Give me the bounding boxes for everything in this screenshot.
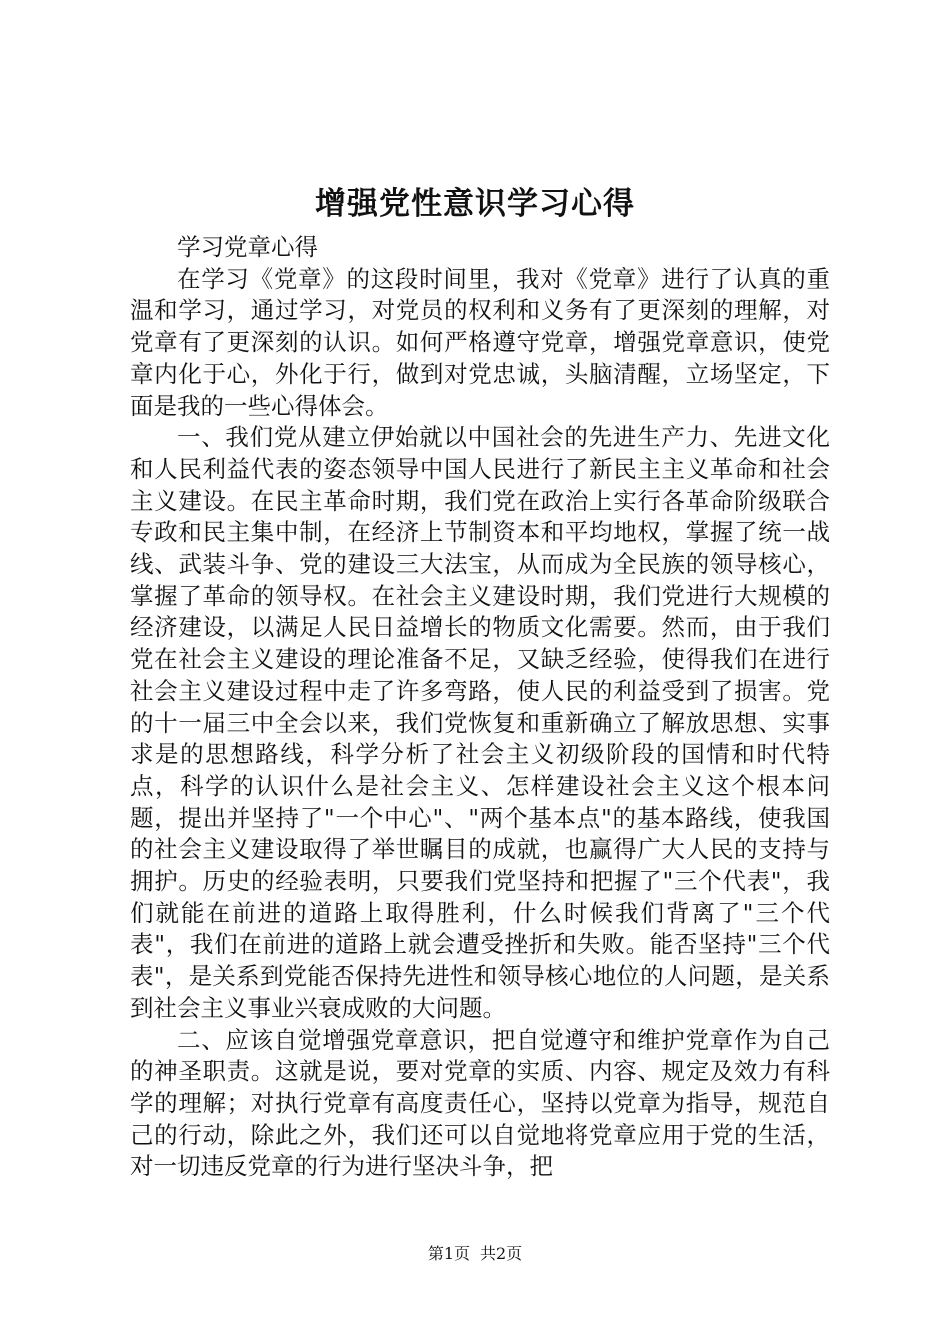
paragraph-section-one: 一、我们党从建立伊始就以中国社会的先进生产力、先进文化和人民利益代表的姿态领导中国人民进行了新民主主义革命和社会主义建设。在民主革命时期，我们党在政治上实行各革命阶级联合专政和民主集中制，在经济上节制资本和平均地权，掌握了统一战线、武装斗争、党的建设三大法宝，从而成为全民族的领导核心，掌握了革命的领导权。在社会主义建设时期，我们党进行大规模的经济建设，以满足人民日益增长的物质文化需要。然而，由于我们党在社会主义建设的理论准备不足，又缺乏经验，使得我们在进行社会主义建设过程中走了许多弯路，使人民的利益受到了损害。党的十一届三中全会以来，我们党恢复和重新确立了解放思想、实事求是的思想路线，科学分析了社会主义初级阶段的国情和时代特点，科学的认识什么是社会主义、怎样建设社会主义这个根本问题，提出并坚持了"一个中心"、"两个基本点"的基本路线，使我国的社会主义建设取得了举世瞩目的成就，也赢得广大人民的支持与拥护。历史的经验表明，只要我们党坚持和把握了"三个代表"，我们就能在前进的道路上取得胜利，什么时候我们背离了"三个代表"，我们在前进的道路上就会遭受挫折和失败。能否坚持"三个代表"，是关系到党能否保持先进性和领导核心地位的人问题，是关系到社会主义事业兴衰成败的大问题。 (130, 423, 830, 1022)
page-footer (0, 1244, 950, 1264)
document-title: 增强党性意识学习心得 (315, 186, 635, 222)
document-body (130, 232, 830, 1183)
document-subtitle: 学习党章心得 (177, 233, 318, 261)
page-total: 共2页 (480, 1244, 523, 1263)
page-number: 第1页 (427, 1244, 470, 1263)
paragraph-section-two: 二、应该自觉增强党章意识，把自觉遵守和维护党章作为自己的神圣职责。这就是说，要对党章的实质、内容、规定及效力有科学的理解；对执行党章有高度责任心，坚持以党章为指导，规范自己的行动，除此之外，我们还可以自觉地将党章应用于党的生活，对一切违反党章的行为进行坚决斗争，把 (130, 1025, 830, 1181)
paragraph-intro: 在学习《党章》的这段时间里，我对《党章》进行了认真的重温和学习，通过学习，对党员的权利和义务有了更深刻的理解，对党章有了更深刻的认识。如何严格遵守党章，增强党章意识，使党章内化于心，外化于行，做到对党忠诚，头脑清醒，立场坚定，下面是我的一些心得体会。 (130, 264, 830, 420)
